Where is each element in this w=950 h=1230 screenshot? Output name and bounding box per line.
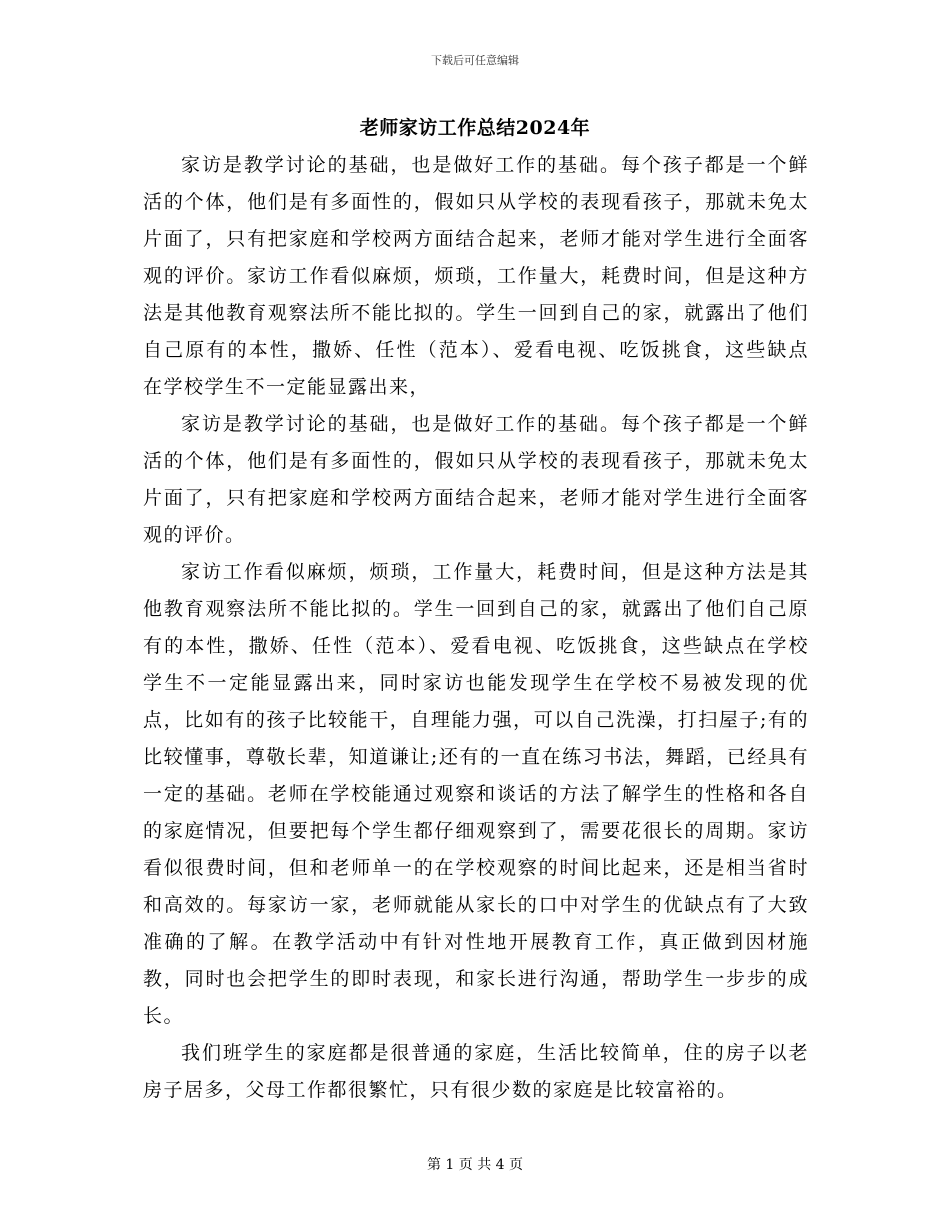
- paragraph-3: 家访工作看似麻烦，烦琐，工作量大，耗费时间，但是这种方法是其他教育观察法所不能比拟的。学生一回到自己的家，就露出了他们自己原有的本性，撒娇、任性（范本）、爱看电视、吃饭挑食，这些缺点在学校学生不一定能显露出来，同时家访也能发现学生在学校不易被发现的优点，比如有的孩子比较能干，自理能力强，可以自己洗澡，打扫屋子;有的比较懂事，尊敬长辈，知道谦让;还有的一直在练习书法，舞蹈，已经具有一定的基础。老师在学校能通过观察和谈话的方法了解学生的性格和各自的家庭情况，但要把每个学生都仔细观察到了，需要花很长的周期。家访看似很费时间，但和老师单一的在学校观察的时间比起来，还是相当省时和高效的。每家访一家，老师就能从家长的口中对学生的优缺点有了大致准确的了解。在教学活动中有针对性地开展教育工作，真正做到因材施教，同时也会把学生的即时表现，和家长进行沟通，帮助学生一步步的成长。: [143, 561, 809, 1027]
- paragraph-1: 家访是教学讨论的基础，也是做好工作的基础。每个孩子都是一个鲜活的个体，他们是有多面性的，假如只从学校的表现看孩子，那就未免太片面了，只有把家庭和学校两方面结合起来，老师才能对学生进行全面客观的评价。家访工作看似麻烦，烦琐，工作量大，耗费时间，但是这种方法是其他教育观察法所不能比拟的。学生一回到自己的家，就露出了他们自己原有的本性，撒娇、任性（范本）、爱看电视、吃饭挑食，这些缺点在学校学生不一定能显露出来，: [143, 154, 809, 398]
- paragraph-2: 家访是教学讨论的基础，也是做好工作的基础。每个孩子都是一个鲜活的个体，他们是有多面性的，假如只从学校的表现看孩子，那就未免太片面了，只有把家庭和学校两方面结合起来，老师才能对学生进行全面客观的评价。: [143, 413, 809, 546]
- paragraph-4: 我们班学生的家庭都是很普通的家庭，生活比较简单，住的房子以老房子居多，父母工作都很繁忙，只有很少数的家庭是比较富裕的。: [143, 1042, 809, 1101]
- page-header-note: 下载后可任意编辑: [431, 54, 519, 67]
- document-title: 老师家访工作总结2024年: [359, 117, 591, 139]
- document-body: [143, 147, 809, 1109]
- page-number-footer: 第 1 页 共 4 页: [426, 1157, 524, 1173]
